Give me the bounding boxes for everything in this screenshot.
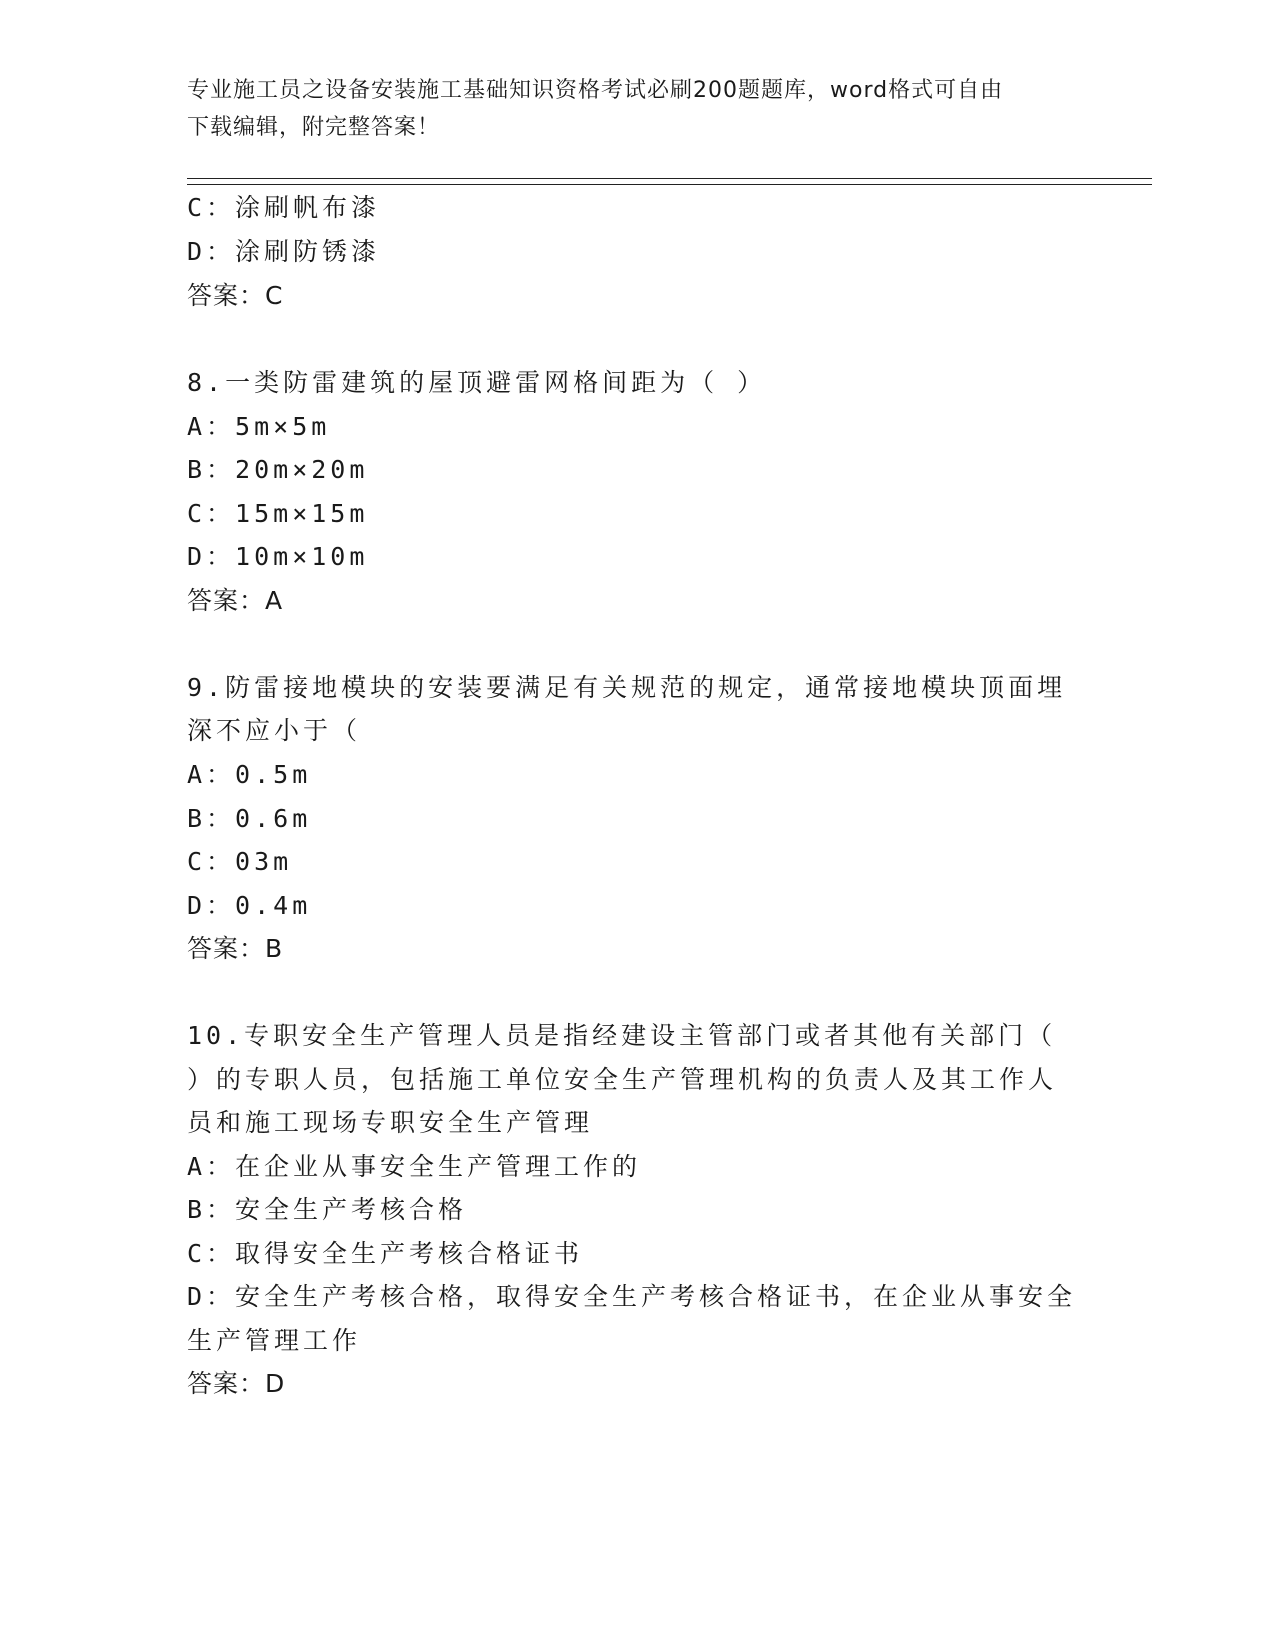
q10-question-line-1: 10.专职安全生产管理人员是指经建设主管部门或者其他有关部门（ — [187, 1021, 1057, 1050]
q9-answer: 答案：B — [187, 934, 284, 963]
q8-option-a: A：5m×5m — [187, 412, 331, 441]
q8-option-b: B：20m×20m — [187, 455, 369, 484]
q8-answer: 答案：A — [187, 586, 284, 615]
q7-option-d: D：涂刷防锈漆 — [187, 237, 381, 266]
q10-option-b: B：安全生产考核合格 — [187, 1195, 468, 1224]
q9-option-c: C：03m — [187, 847, 293, 876]
q10-option-d-line-2: 生产管理工作 — [187, 1326, 362, 1355]
q7-answer: 答案：C — [187, 281, 284, 310]
q9-option-d: D：0.4m — [187, 891, 312, 920]
q8-option-d: D：10m×10m — [187, 542, 369, 571]
q10-option-d-line-1: D：安全生产考核合格，取得安全生产考核合格证书，在企业从事安全 — [187, 1282, 1077, 1311]
q10-answer: 答案：D — [187, 1369, 286, 1398]
q10-option-c: C：取得安全生产考核合格证书 — [187, 1239, 584, 1268]
q7-option-c: C：涂刷帆布漆 — [187, 193, 381, 222]
q8-option-c: C：15m×15m — [187, 499, 369, 528]
q9-option-a: A：0.5m — [187, 760, 312, 789]
q9-option-b: B：0.6m — [187, 804, 312, 833]
q10-question-line-3: 员和施工现场专职安全生产管理 — [187, 1108, 594, 1137]
header-title-line-1: 专业施工员之设备安装施工基础知识资格考试必刷200题题库，word格式可自由 — [187, 78, 1004, 103]
header-divider-top — [187, 178, 1152, 179]
header-title-line-2: 下载编辑，附完整答案！ — [187, 115, 441, 140]
q9-question-line-2: 深不应小于（ — [187, 716, 362, 745]
q9-question-line-1: 9.防雷接地模块的安装要满足有关规范的规定，通常接地模块顶面埋 — [187, 673, 1067, 702]
q10-question-line-2: ）的专职人员，包括施工单位安全生产管理机构的负责人及其工作人 — [187, 1065, 1058, 1094]
document-header — [187, 72, 1067, 146]
header-divider-bottom — [187, 184, 1152, 185]
q8-question: 8.一类防雷建筑的屋顶避雷网格间距为（ ） — [187, 368, 767, 397]
q10-option-a: A：在企业从事安全生产管理工作的 — [187, 1152, 642, 1181]
